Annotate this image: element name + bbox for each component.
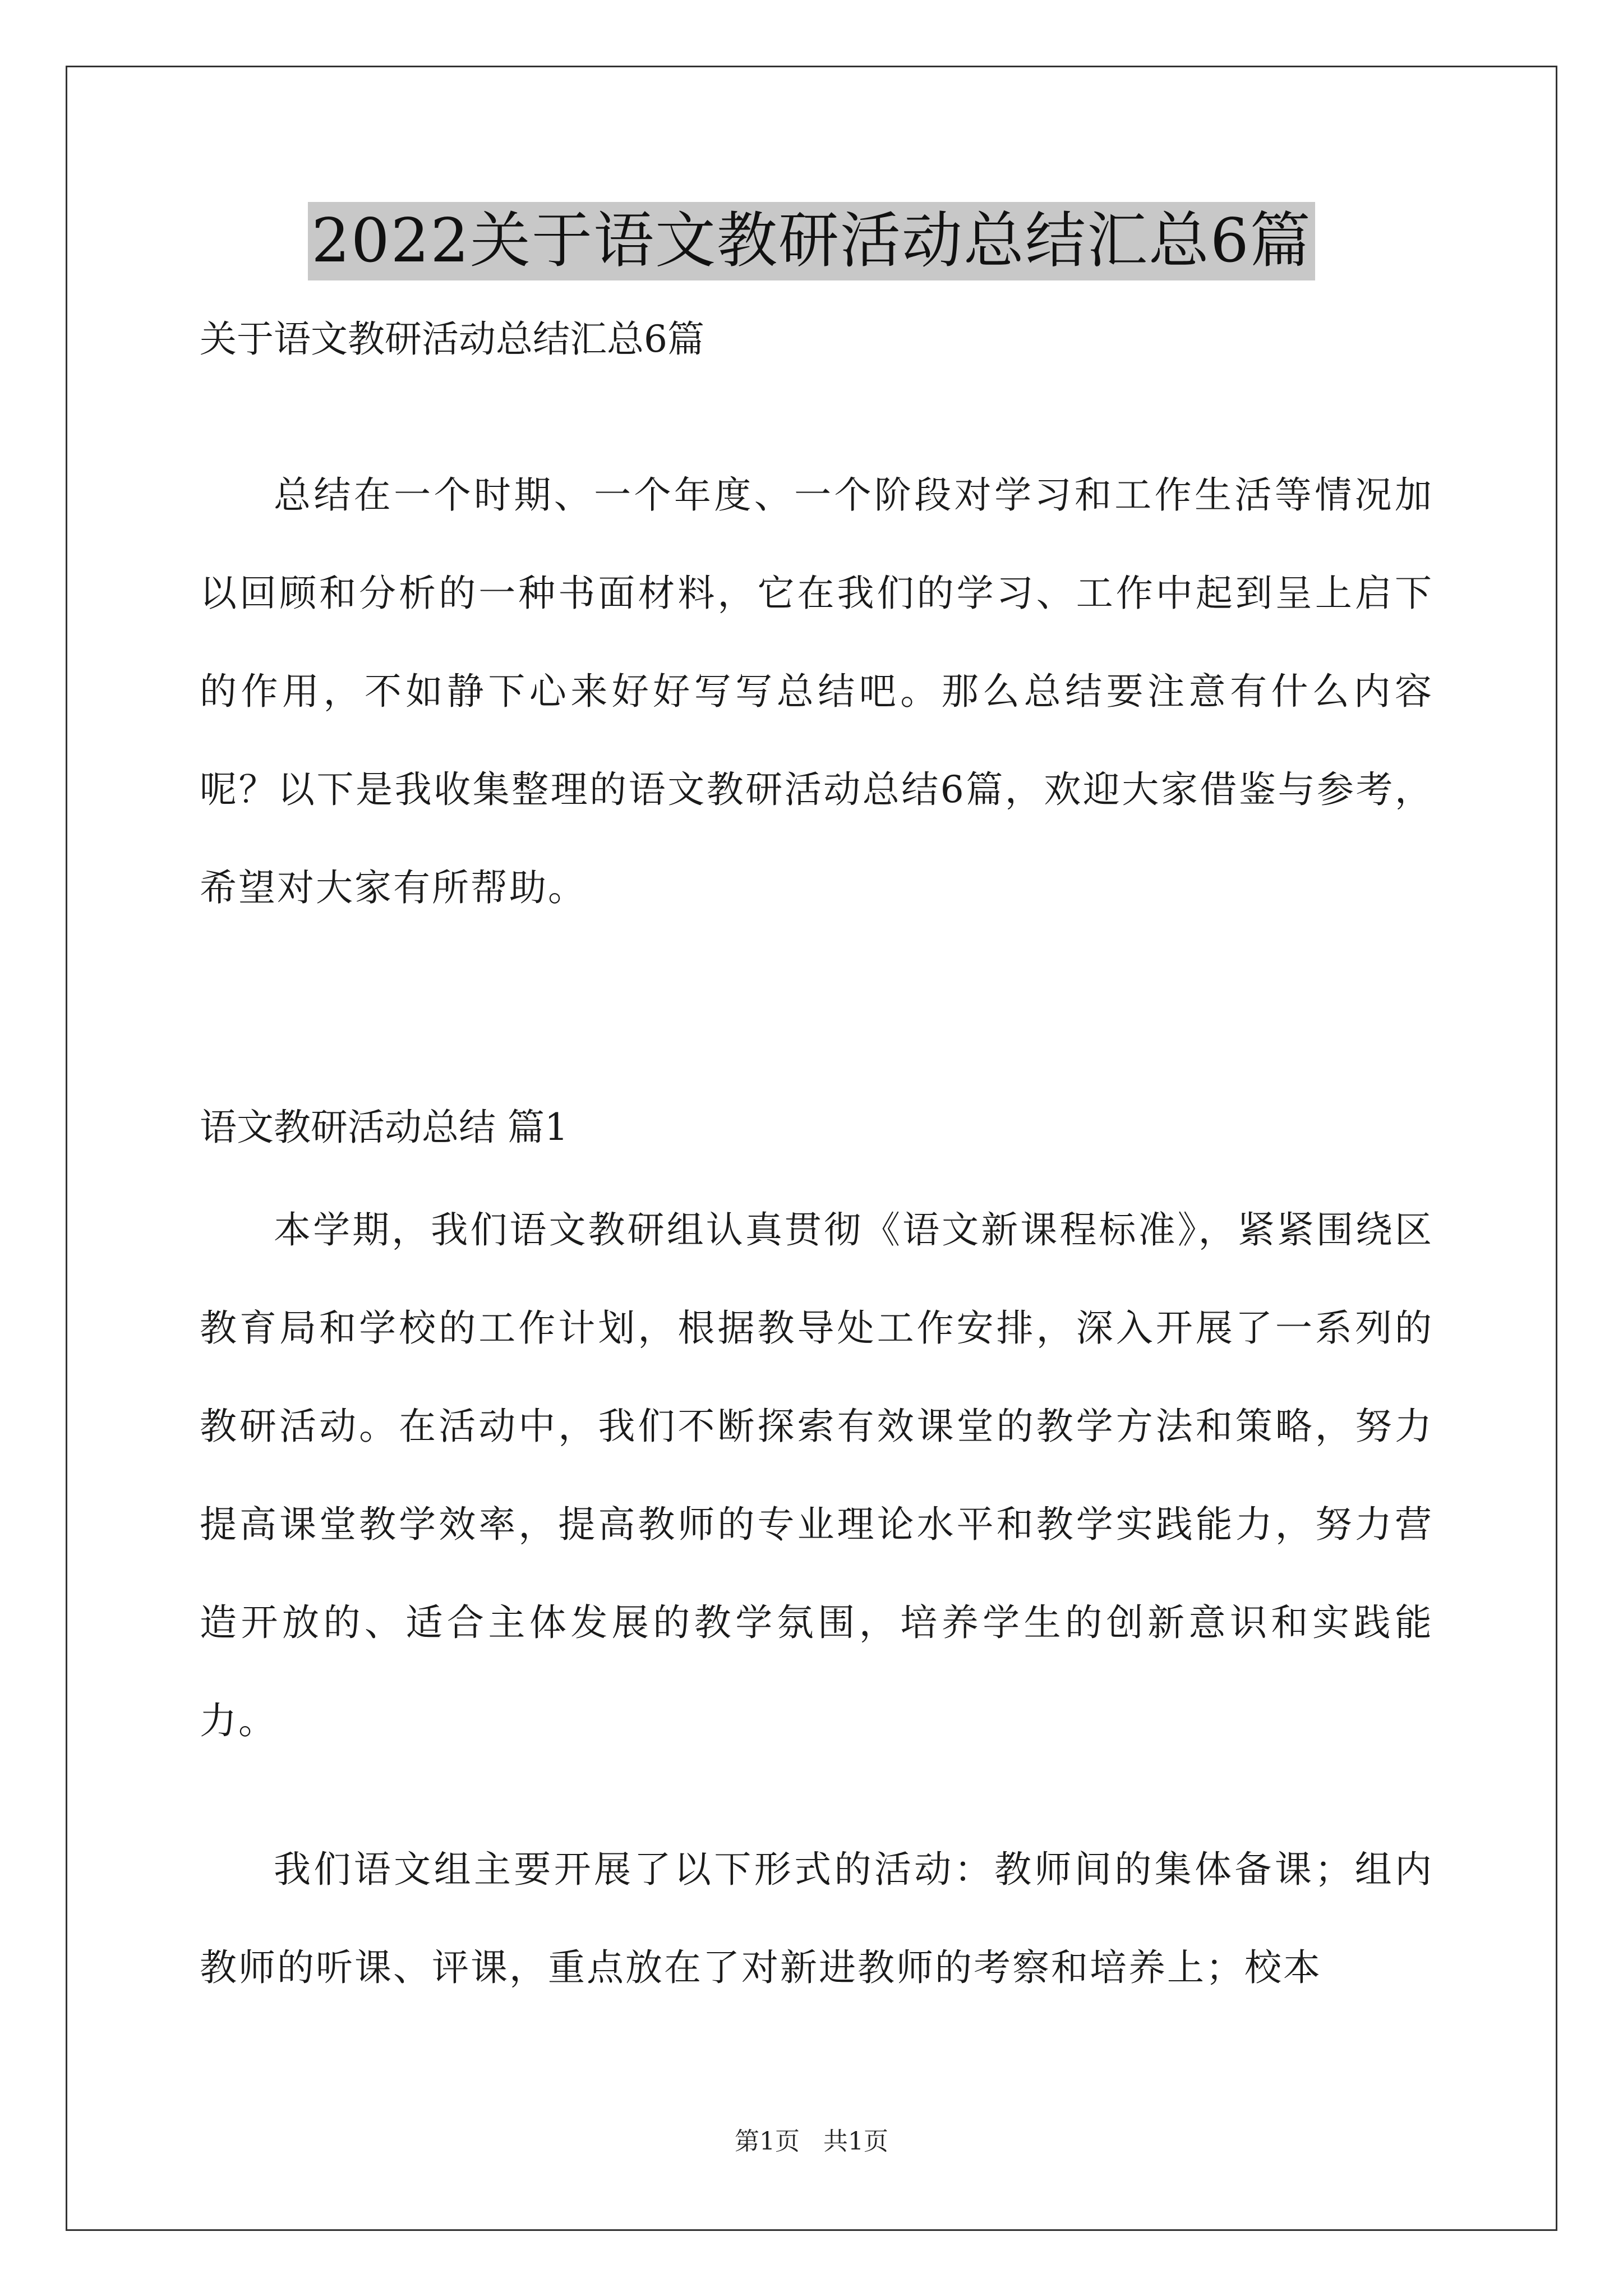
intro-paragraph: 总结在一个时期、一个年度、一个阶段对学习和工作生活等情况加以回顾和分析的一种书面材料，它在我们的学习、工作中起到呈上启下的作用，不如静下心来好好写写总结吧。那么总结要注意有什么内容呢？以下是我收集整理的语文教研活动总结6篇，欢迎大家借鉴与参考，希望对大家有所帮助。 <box>200 473 1433 909</box>
section-paragraph-1: 本学期，我们语文教研组认真贯彻《语文新课程标准》，紧紧围绕区教育局和学校的工作计划，根据教导处工作安排，深入开展了一系列的教研活动。在活动中，我们不断探索有效课堂的教学方法和策略，努力提高课堂教学效率，提高教师的专业理论水平和教学实践能力，努力营造开放的、适合主体发展的教学氛围，培养学生的创新意识和实践能力。 <box>200 1208 1433 1742</box>
section-heading: 语文教研活动总结 篇1 <box>200 1106 568 1149</box>
document-title: 2022关于语文教研活动总结汇总6篇 <box>308 202 1315 280</box>
title-container <box>0 202 1623 280</box>
document-subtitle: 关于语文教研活动总结汇总6篇 <box>200 318 704 361</box>
page-number-footer: 第1页 共1页 <box>735 2127 888 2156</box>
section-paragraph-2: 我们语文组主要开展了以下形式的活动：教师间的集体备课；组内教师的听课、评课，重点放在了对新进教师的考察和培养上；校本 <box>200 1848 1433 1989</box>
